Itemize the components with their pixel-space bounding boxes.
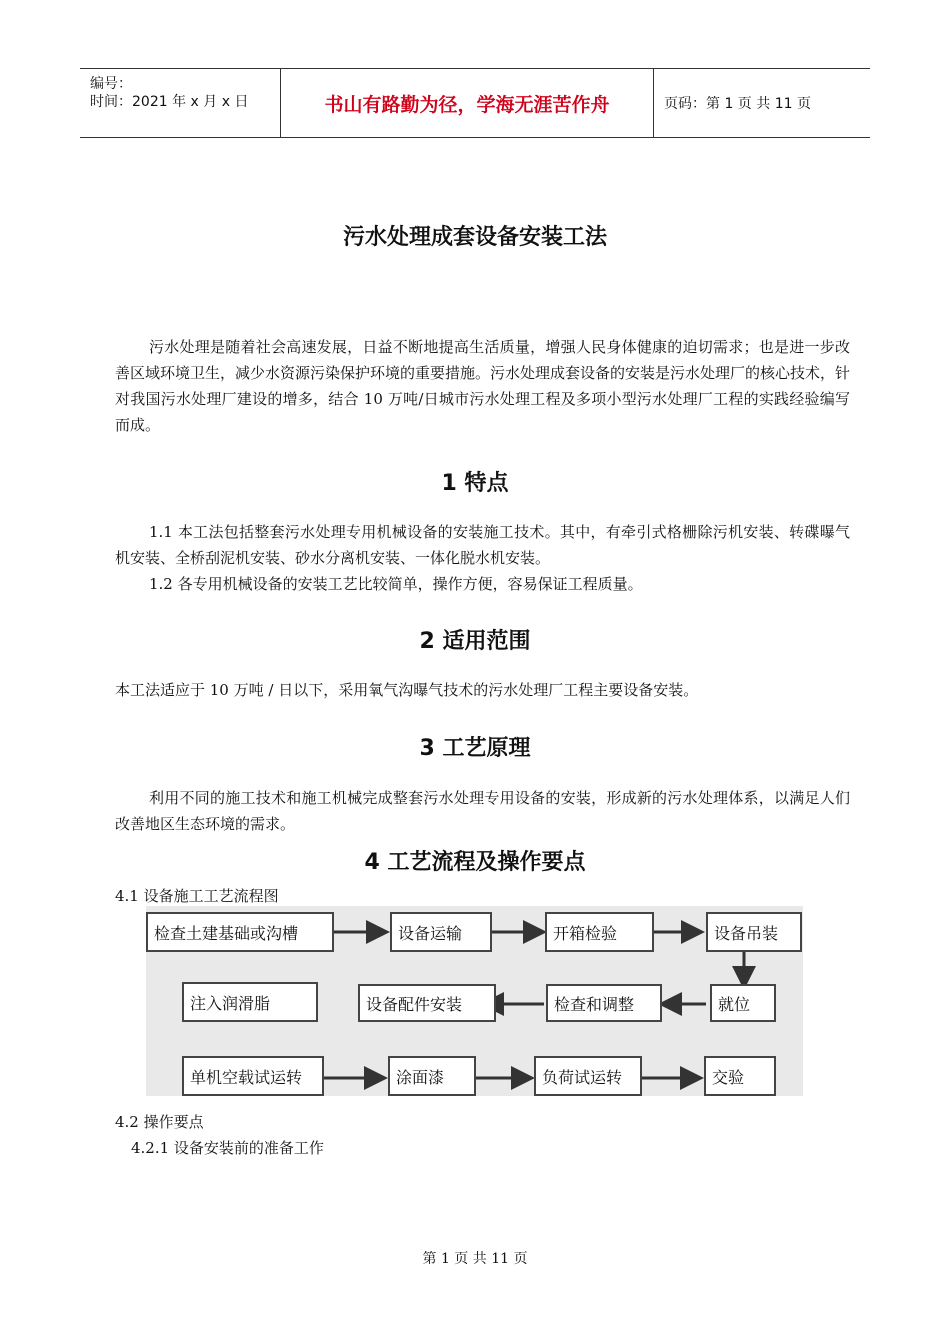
document-title: 污水处理成套设备安装工法 [342, 224, 607, 250]
section-1-paragraph-2: 1.2 各专用机械设备的安装工艺比较简单，操作方便，容易保证工程质量。 [149, 575, 643, 593]
flow-step-fittings: 设备配件安装 [358, 984, 496, 1022]
subsection-4-2-1: 4.2.1 设备安装前的准备工作 [131, 1139, 324, 1157]
section-1-heading: 1 特点 [441, 471, 509, 496]
section-3-paragraph: 利用不同的施工技术和施工机械完成整套污水处理专用设备的安装，形成新的污水处理体系，以满足人们改善地区生态环境的需求。 [115, 789, 850, 833]
section-2-heading: 2 适用范围 [419, 629, 531, 654]
section-2-paragraph: 本工法适应于 10 万吨 / 日以下，采用氧气沟曝气技术的污水处理厂工程主要设备安装。 [115, 681, 699, 699]
flow-step-grease: 注入润滑脂 [182, 982, 318, 1022]
page-header [80, 68, 870, 138]
document-number-label: 编号： [90, 76, 132, 92]
flow-step-handover: 交验 [704, 1056, 776, 1096]
flowchart-caption: 4.1 设备施工工艺流程图 [115, 887, 279, 905]
section-3-heading: 3 工艺原理 [419, 736, 531, 761]
flow-step-load-test: 负荷试运转 [534, 1056, 642, 1096]
header-page-info: 页码：第 1 页 共 11 页 [664, 96, 811, 112]
header-motto: 书山有路勤为径，学海无涯苦作舟 [281, 69, 654, 137]
flow-step-topcoat: 涂面漆 [388, 1056, 476, 1096]
header-meta-cell [80, 69, 281, 137]
section-1-paragraph-1: 1.1 本工法包括整套污水处理专用机械设备的安装施工技术。其中，有牵引式格栅除污机安装、转碟曝气机安装、全桥刮泥机安装、砂水分离机安装、一体化脱水机安装。 [115, 523, 850, 567]
flow-step-unpack-inspect: 开箱检验 [545, 912, 654, 952]
intro-paragraph: 污水处理是随着社会高速发展，日益不断地提高生活质量，增强人民身体健康的迫切需求；也是进一步改善区域环境卫生，减少水资源污染保护环境的重要措施。污水处理成套设备的安装是污水处理厂的核心技术，针对我国污水处理厂建设的增多，结合 10 万吨/日城市污水处理工程及多项小型污水处理厂工程的实践经验编写而成。 [115, 338, 851, 434]
page-footer: 第 1 页 共 11 页 [422, 1251, 528, 1267]
flow-step-check-adjust: 检查和调整 [546, 984, 662, 1022]
section-4-heading: 4 工艺流程及操作要点 [364, 850, 586, 875]
flow-step-transport: 设备运输 [390, 912, 492, 952]
process-flowchart [146, 906, 803, 1096]
flow-step-inspect-foundation: 检查土建基础或沟槽 [146, 912, 334, 952]
flow-step-hoist: 设备吊装 [706, 912, 802, 952]
document-date-label: 时间：2021 年 x 月 x 日 [90, 94, 249, 110]
flow-step-no-load-test: 单机空载试运转 [182, 1056, 324, 1096]
flow-step-position: 就位 [710, 984, 776, 1022]
subsection-4-2: 4.2 操作要点 [115, 1113, 204, 1131]
